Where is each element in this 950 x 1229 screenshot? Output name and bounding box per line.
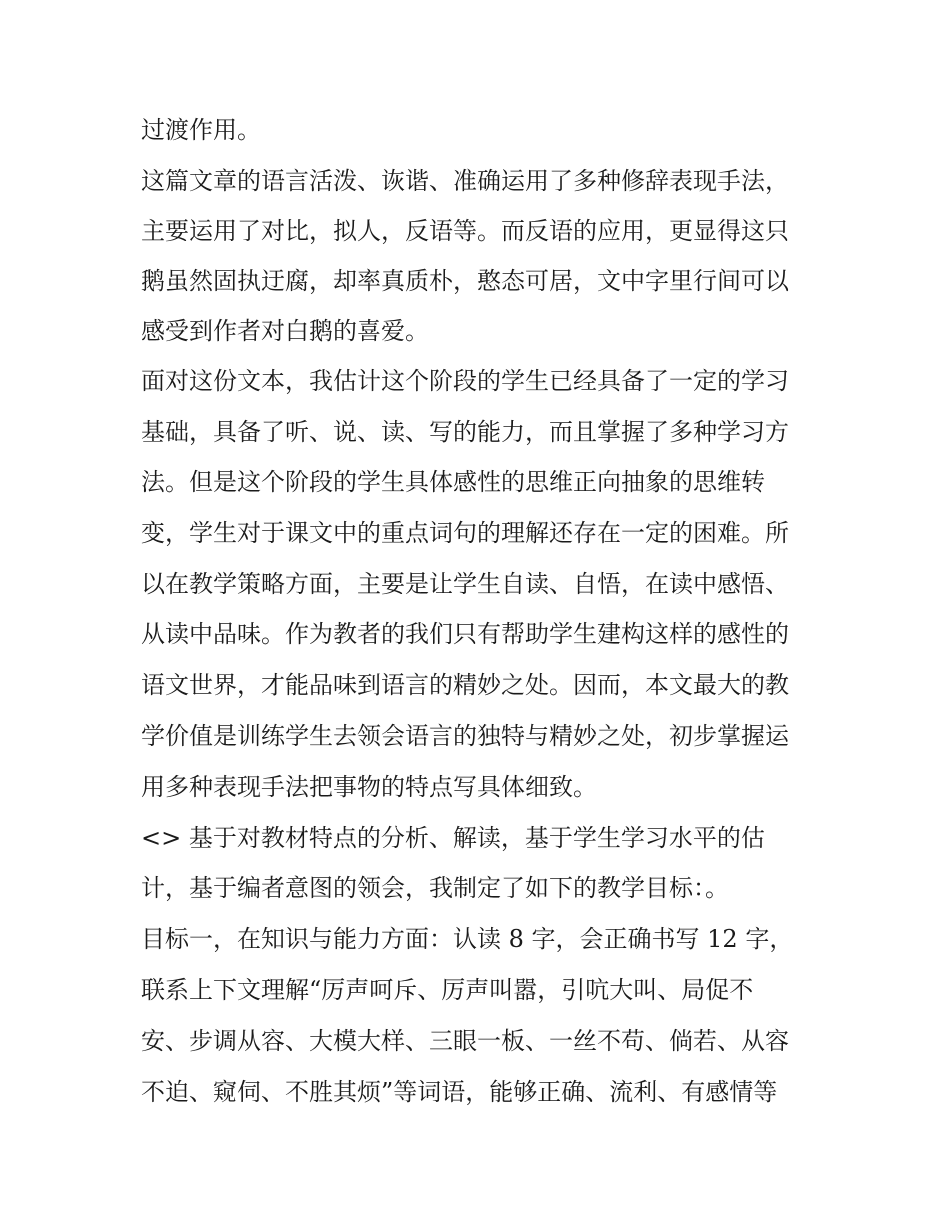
text-line: 基础，具备了听、说、读、写的能力，而且掌握了多种学习方 — [141, 418, 789, 446]
text-line: 目标一，在知识与能力方面：认读 8 字，会正确书写 12 字， — [141, 925, 794, 953]
text-line: 计，基于编者意图的领会，我制定了如下的教学目标：。 — [141, 874, 729, 902]
text-line: 感受到作者对白鹅的喜爱。 — [141, 317, 429, 345]
text-line: 主要运用了对比，拟人，反语等。而反语的应用，更显得这只 — [141, 217, 789, 245]
text-line: 鹅虽然固执迂腐，却率真质朴，憨态可居，文中字里行间可以 — [141, 267, 789, 295]
text-line: 从读中品味。作为教者的我们只有帮助学生建构这样的感性的 — [141, 620, 789, 648]
text-line: 不迫、窥伺、不胜其烦”等词语，能够正确、流利、有感情等 — [141, 1078, 778, 1106]
text-line: 以在教学策略方面，主要是让学生自读、自悟，在读中感悟、 — [141, 570, 789, 598]
text-line: 法。但是这个阶段的学生具体感性的思维正向抽象的思维转 — [141, 468, 765, 496]
text-line: 过渡作用。 — [141, 116, 261, 144]
text-line: 学价值是训练学生去领会语言的独特与精妙之处，初步掌握运 — [141, 722, 789, 750]
text-line: 安、步调从容、大模大样、三眼一板、一丝不苟、倘若、从容 — [141, 1027, 789, 1055]
text-line: 这篇文章的语言活泼、诙谐、准确运用了多种修辞表现手法， — [141, 167, 789, 195]
text-line: 联系上下文理解“厉声呵斥、厉声叫嚣，引吭大叫、局促不 — [141, 976, 754, 1004]
text-line: 用多种表现手法把事物的特点写具体细致。 — [141, 773, 597, 801]
text-line: 变，学生对于课文中的重点词句的理解还存在一定的困难。所 — [141, 519, 789, 547]
text-line: 面对这份文本，我估计这个阶段的学生已经具备了一定的学习 — [141, 367, 789, 395]
text-line: <> 基于对教材特点的分析、解读，基于学生学习水平的估 — [141, 824, 765, 852]
text-line: 语文世界，才能品味到语言的精妙之处。因而，本文最大的教 — [141, 671, 789, 699]
